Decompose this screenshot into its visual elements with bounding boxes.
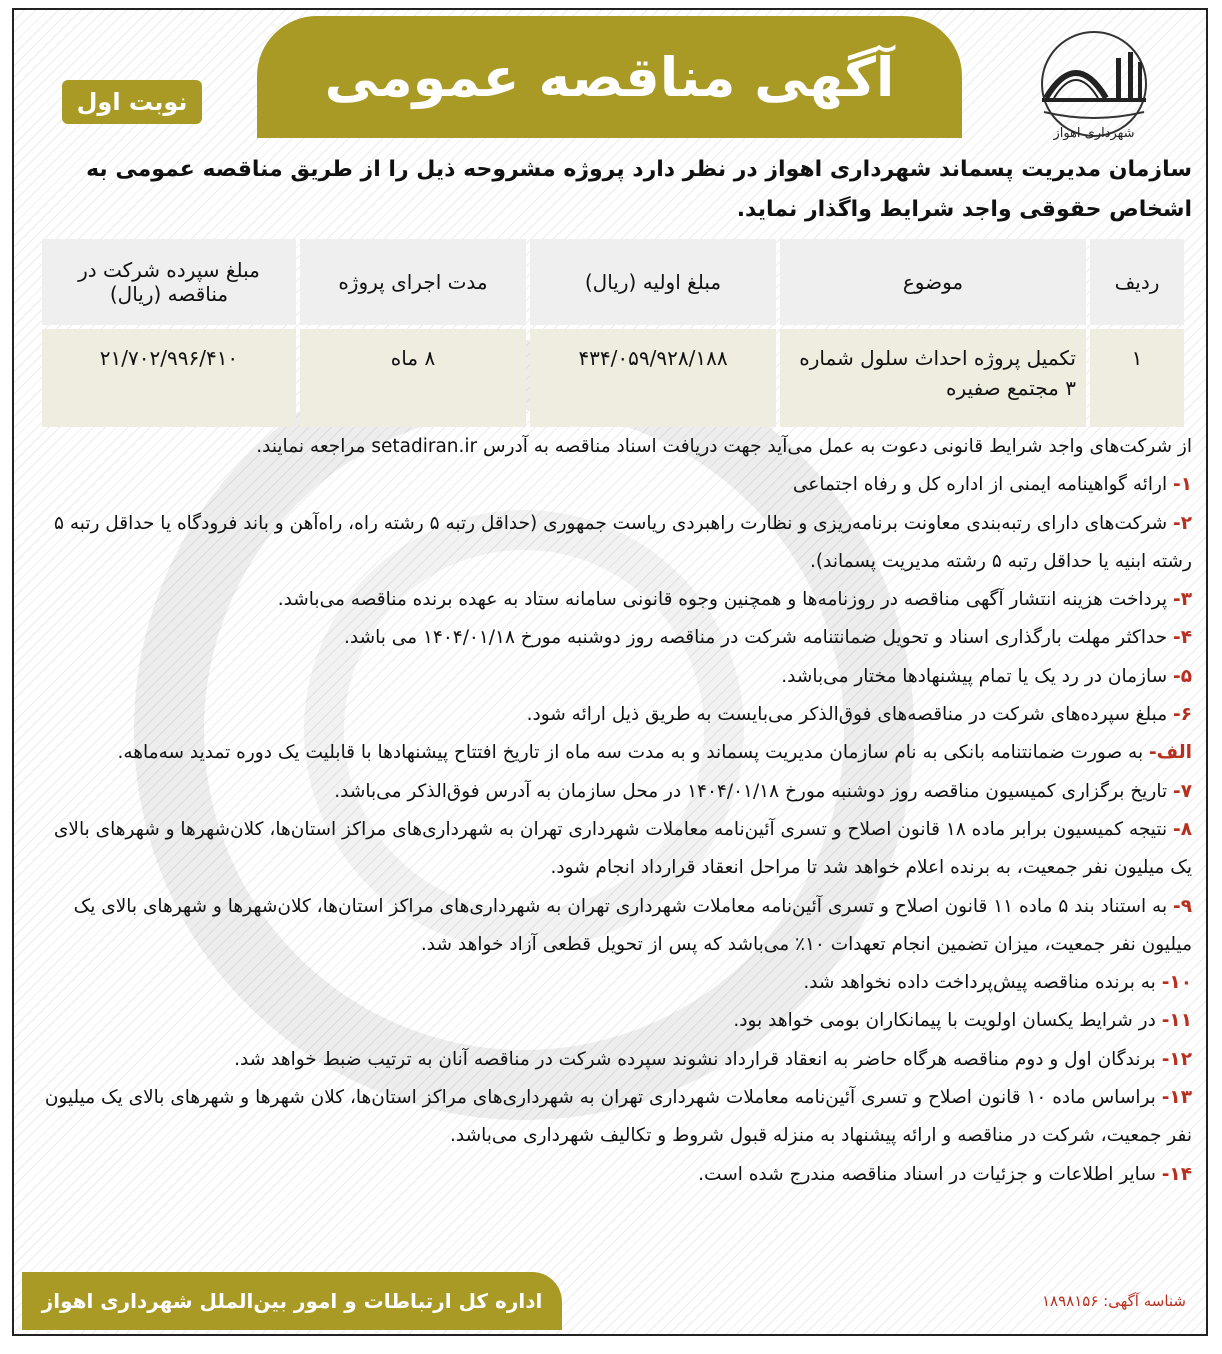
table-header-cell: موضوع — [780, 239, 1086, 325]
list-item — [34, 581, 1192, 619]
list-item — [34, 1041, 1192, 1079]
bid-table — [38, 235, 1188, 431]
list-item — [34, 658, 1192, 696]
item-number: ۱۳- — [1161, 1087, 1192, 1109]
title-banner — [257, 16, 962, 138]
logo-caption: شهرداری اهواز — [1053, 126, 1135, 141]
table-header-cell: مدت اجرای پروژه — [300, 239, 526, 325]
item-number: ۶- — [1173, 704, 1192, 726]
item-number: ۱۰- — [1161, 972, 1192, 994]
item-text: مبلغ سپرده‌های شرکت در مناقصه‌های فوق‌الذکر می‌بایست به طریق ذیل ارائه شود. — [526, 704, 1168, 726]
notice-id: شناسه آگهی: ۱۸۹۸۱۵۶ — [1042, 1292, 1186, 1310]
list-item — [34, 773, 1192, 811]
item-text: به استناد بند ۵ ماده ۱۱ قانون اصلاح و تسری آئین‌نامه معاملات شهرداری تهران به شهرداری‌های مراکز استان‌ها، کلان‌شهرها و شهرهای بالای یک میلیون نفر جمعیت، میزان تضمین انجام تعهدات ۱۰٪ می‌باشد که پس از تحویل قطعی آزاد خواهد شد. — [73, 895, 1192, 955]
conditions-list — [34, 428, 1192, 1194]
item-number: ۱۴- — [1161, 1163, 1192, 1185]
table-cell-subject: تکمیل پروژه احداث سلول شماره ۳ مجتمع صفیره — [780, 329, 1086, 427]
table-header-row — [42, 239, 1184, 325]
list-item — [34, 505, 1192, 582]
list-item — [34, 888, 1192, 965]
table-row — [42, 329, 1184, 427]
list-item — [34, 811, 1192, 888]
item-text: سازمان در رد یک یا تمام پیشنهادها مختار می‌باشد. — [781, 665, 1168, 687]
item-text: در شرایط یکسان اولویت با پیمانکاران بومی خواهد بود. — [733, 1010, 1156, 1032]
item-text: تاریخ برگزاری کمیسیون مناقصه روز دوشنبه مورخ ۱۴۰۴/۰۱/۱۸ در محل سازمان به آدرس فوق‌الذکر می‌باشد. — [334, 780, 1168, 802]
item-text: به صورت ضمانتنامه بانکی به نام سازمان مدیریت پسماند و به مدت سه ماه از تاریخ افتتاح پیشنهادها با قابلیت یک دوره تمدید سه‌ماهه. — [117, 742, 1144, 764]
item-text: حداکثر مهلت بارگذاری اسناد و تحویل ضمانتنامه شرکت در مناقصه روز دوشنبه مورخ ۱۴۰۴/۰۱/۱۸ می باشد. — [343, 627, 1168, 649]
item-text: براساس ماده ۱۰ قانون اصلاح و تسری آئین‌نامه معاملات شهرداری تهران به شهرداری‌های مراکز استان‌ها، کلان شهرها و شهرهای بالای یک میلیون نفر جمعیت، شرکت در مناقصه و ارائه پیشنهاد به منزله قبول شروط و تکالیف شهرداری می‌باشد. — [44, 1087, 1192, 1147]
list-item — [34, 1156, 1192, 1194]
item-number: ۹- — [1173, 895, 1192, 917]
notice-title: آگهی مناقصه عمومی — [324, 45, 895, 109]
list-item — [34, 1079, 1192, 1156]
footer-department-bar: اداره کل ارتباطات و امور بین‌الملل شهرداری اهواز — [22, 1272, 562, 1330]
list-item — [34, 696, 1192, 734]
item-number: ۷- — [1173, 780, 1192, 802]
item-text: برندگان اول و دوم مناقصه هرگاه حاضر به انعقاد قرارداد نشوند سپرده شرکت در مناقصه آنان به ترتیب ضبط خواهد شد. — [234, 1048, 1156, 1070]
item-number: ۴- — [1173, 627, 1192, 649]
item-text: پرداخت هزینه انتشار آگهی مناقصه در روزنامه‌ها و همچنین وجوه قانونی سامانه ستاد به عهده برنده مناقصه می‌باشد. — [277, 589, 1168, 611]
item-number: ۵- — [1173, 665, 1192, 687]
item-number: ۳- — [1173, 589, 1192, 611]
notice-page — [12, 8, 1208, 1336]
table-header-cell: مبلغ سپرده شرکت در مناقصه (ریال) — [42, 239, 296, 325]
table-cell-duration: ۸ ماه — [300, 329, 526, 427]
item-number: ۱۱- — [1161, 1010, 1192, 1032]
ahvaz-bridge-logo-icon — [1024, 28, 1164, 140]
item-text: ارائه گواهینامه ایمنی از اداره کل و رفاه اجتماعی — [792, 474, 1168, 496]
table-cell-initial-amount: ۴۳۴/۰۵۹/۹۲۸/۱۸۸ — [530, 329, 776, 427]
item-number: الف- — [1149, 742, 1192, 764]
intro-paragraph: سازمان مدیریت پسماند شهرداری اهواز در نظر دارد پروژه مشروحه ذیل را از طریق مناقصه عمومی به اشخاص حقوقی واجد شرایط واگذار نماید. — [86, 157, 1192, 222]
item-text: سایر اطلاعات و جزئیات در اسناد مناقصه مندرج شده است. — [698, 1163, 1156, 1185]
list-item — [34, 1002, 1192, 1040]
list-item — [34, 734, 1192, 772]
table-cell-row-number: ۱ — [1090, 329, 1184, 427]
invitation-paragraph: از شرکت‌های واجد شرایط قانونی دعوت به عمل می‌آید جهت دریافت اسناد مناقصه به آدرس setadiran.ir مراجعه نمایند. — [256, 436, 1192, 457]
item-text: شرکت‌های دارای رتبه‌بندی معاونت برنامه‌ریزی و نظارت راهبردی ریاست جمهوری (حداقل رتبه ۵ رشته راه، راه‌آهن و باند فرودگاه یا حداقل رتبه ۵ رشته ابنیه یا حداقل رتبه ۵ رشته مدیریت پسماند). — [54, 512, 1192, 572]
item-text: به برنده مناقصه پیش‌پرداخت داده نخواهد شد. — [803, 972, 1156, 994]
round-badge: نوبت اول — [62, 80, 202, 124]
item-number: ۱۲- — [1161, 1048, 1192, 1070]
table-cell-deposit: ۲۱/۷۰۲/۹۹۶/۴۱۰ — [42, 329, 296, 427]
item-number: ۱- — [1173, 474, 1192, 496]
list-item — [34, 466, 1192, 504]
item-number: ۸- — [1173, 818, 1192, 840]
item-text: نتیجه کمیسیون برابر ماده ۱۸ قانون اصلاح و تسری آئین‌نامه معاملات شهرداری تهران به شهرداری‌های مراکز استان‌ها، کلان‌شهرها و شهرهای بالای یک میلیون نفر جمعیت، به برنده اعلام خواهد شد تا مراحل انعقاد قرارداد انجام شود. — [53, 818, 1192, 879]
table-header-cell: مبلغ اولیه (ریال) — [530, 239, 776, 325]
list-item — [34, 619, 1192, 657]
table-header-cell: ردیف — [1090, 239, 1184, 325]
list-item — [34, 964, 1192, 1002]
item-number: ۲- — [1173, 512, 1192, 534]
